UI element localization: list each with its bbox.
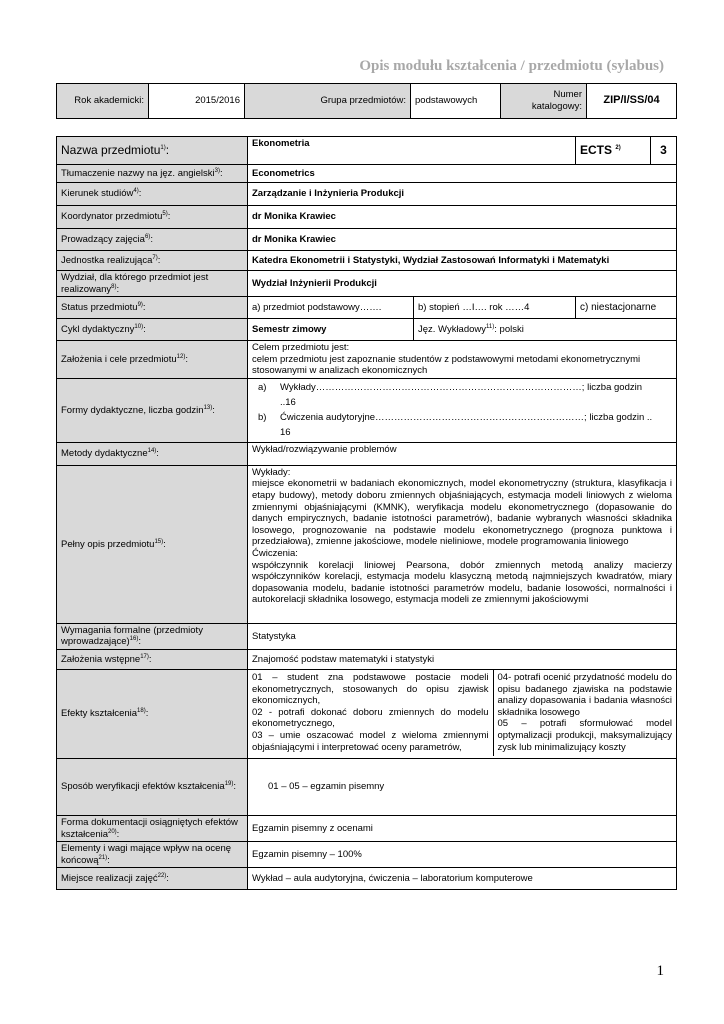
forma-dok-label: Forma dokumentacji osiągniętych efektów kształcenia — [61, 817, 238, 840]
efekty-ref: 18) — [137, 708, 146, 715]
sposob-label: Sposób weryfikacji efektów kształcenia — [61, 781, 225, 793]
forma-dok-ref: 20) — [108, 828, 117, 835]
koordynator-value: dr Monika Krawiec — [248, 206, 677, 229]
prowadzacy-label: Prowadzący zajęcia — [61, 233, 145, 245]
jezyk-label: Jęz. Wykładowy — [418, 323, 487, 335]
prowadzacy-value: dr Monika Krawiec — [248, 229, 677, 251]
wydzial-value: Wydział Inżynierii Produkcji — [248, 271, 677, 297]
formy-a-text: Wykłady…………………………………………………………………………; liczba godzin — [280, 381, 643, 393]
zalozenia-cele-line2: celem przedmiotu jest zapoznanie studentów z podstawowymi metodami ekonometrycznymi stosowanymi w analizach ekonomicznych — [252, 353, 641, 377]
metody-ref: 14) — [147, 447, 157, 454]
status-b: b) stopień …I…. rok ……4 — [414, 297, 576, 319]
status-ref: 9) — [137, 301, 143, 308]
formy-b-text: Ćwiczenia audytoryjne…………………………………………………………; liczba godzin .. — [280, 412, 653, 424]
kierunek-label: Kierunek studiów — [61, 188, 134, 200]
rok-label: Rok akademicki: — [57, 84, 149, 119]
prowadzacy-ref: 6) — [144, 233, 151, 240]
jednostka-ref: 7) — [152, 254, 158, 261]
kierunek-value: Zarządzanie i Inżynieria Produkcji — [248, 183, 677, 206]
pelny-opis-value — [248, 465, 677, 623]
pelny-opis-wyklady-head: Wykłady: — [252, 466, 291, 478]
metody-value: Wykład/rozwiązywanie problemów — [248, 442, 677, 465]
elementy-ref: 21) — [98, 854, 108, 861]
jednostka-label: Jednostka realizująca — [61, 254, 153, 266]
status-a: a) przedmiot podstawowy……. — [248, 297, 414, 319]
pelny-opis-label-cell: Pełny opis przedmiotu$^{15)}$: — [57, 465, 248, 623]
forma-dok-label-cell: Forma dokumentacji osiągniętych efektów kształcenia$^{20)}$: — [57, 816, 248, 842]
status-label: Status przedmiotu — [61, 301, 138, 313]
zalozenia-cele-ref: 12) — [176, 353, 186, 360]
formy-ref: 13) — [203, 404, 213, 411]
zalozenia-wstepne-label: Założenia wstępne — [61, 653, 141, 665]
zalozenia-cele-label-cell: Założenia i cele przedmiotu$^{12)}$: — [57, 341, 248, 379]
status-c: c) niestacjonarne — [576, 297, 677, 319]
cykl-label-cell: Cykl dydaktyczny$^{10)}$: — [57, 319, 248, 341]
formy-label-cell: Formy dydaktyczne, liczba godzin$^{13)}$: — [57, 378, 248, 442]
formy-value — [248, 378, 677, 442]
kierunek-label-cell: Kierunek studiów$^{4)}$: — [57, 183, 248, 206]
ects-label-cell — [576, 137, 651, 165]
cykl-label: Cykl dydaktyczny — [61, 323, 135, 335]
jezyk-cell — [414, 319, 677, 341]
pelny-opis-ref: 15) — [154, 538, 164, 545]
forma-dok-value: Egzamin pisemny z ocenami — [248, 816, 677, 842]
numer-value: ZIP/I/SS/04 — [587, 84, 677, 119]
tlumaczenie-label-cell: Tłumaczenie nazwy na jęz. angielski$^{3)}$: — [57, 165, 248, 183]
miejsce-value: Wykład – aula audytoryjna, ćwiczenia – laboratorium komputerowe — [248, 868, 677, 890]
rok-value: 2015/2016 — [149, 84, 245, 119]
efekty-label-cell: Efekty kształcenia$^{18)}$: — [57, 670, 248, 759]
page-number: 1 — [656, 963, 664, 979]
nazwa-label: Nazwa przedmiotu — [61, 143, 161, 158]
wymagania-label: Wymagania formalne (przedmioty wprowadzające) — [61, 624, 203, 648]
tlumaczenie-value: Econometrics — [248, 165, 677, 183]
wymagania-ref: 16) — [129, 636, 139, 643]
formy-label: Formy dydaktyczne, liczba godzin — [61, 404, 204, 416]
elementy-label: Elementy i wagi mające wpływ na ocenę końcową — [61, 843, 232, 866]
wymagania-value: Statystyka — [248, 623, 677, 649]
sposob-value: 01 – 05 – egzamin pisemny — [248, 759, 677, 816]
nazwa-label-cell: Nazwa przedmiotu$^{1)}$: — [57, 137, 248, 165]
efekty-inner-table — [248, 670, 676, 756]
ects-label: ECTS — [580, 143, 613, 158]
cykl-ref: 10) — [134, 323, 144, 330]
grupa-label: Grupa przedmiotów: — [245, 84, 411, 119]
metody-label: Metody dydaktyczne — [61, 448, 148, 460]
cykl-value: Semestr zimowy — [248, 319, 414, 341]
pelny-opis-label: Pełny opis przedmiotu — [61, 538, 155, 550]
sposob-ref: 19) — [224, 781, 234, 788]
zalozenia-cele-label: Założenia i cele przedmiotu — [61, 353, 177, 365]
ects-ref: 2) — [615, 145, 621, 152]
wydzial-label-cell: Wydział, dla którego przedmiot jest realizowany$^{8)}$: — [57, 271, 248, 297]
elementy-label-cell: Elementy i wagi mające wpływ na ocenę końcową$^{21)}$: — [57, 842, 248, 868]
pelny-opis-wyklady-text: miejsce ekonometrii w badaniach ekonomicznych, model ekonometryczny (struktura, klasyfikacja i etapy budowy), metody doboru zmiennych objaśniających, estymacja modeli liniowych z wieloma zmiennymi objaśniającymi (KMNK), weryfikacja modelu ekonometrycznego (dopasowanie do danych empirycznych, badanie istotności parametrów), badanie wybranych własności składnika losowego, prognozowanie na podstawie modelu ekonometrycznego (prognoza punktowa i przedziałowa), zmienne jakościowe, modele nieliniowe, modele programowania liniowego — [252, 478, 673, 548]
koordynator-label: Koordynator przedmiotu — [61, 211, 163, 223]
formy-b-marker: b) — [258, 412, 267, 424]
metody-label-cell: Metody dydaktyczne$^{14)}$: — [57, 442, 248, 465]
formy-a-hours: ..16 — [280, 397, 296, 409]
grupa-value: podstawowych — [411, 84, 501, 119]
jednostka-value: Katedra Ekonometrii i Statystyki, Wydział Zastosowań Informatyki i Matematyki — [248, 251, 677, 271]
efekty-label: Efekty kształcenia — [61, 708, 138, 720]
koordynator-ref: 5) — [162, 211, 168, 218]
elementy-value: Egzamin pisemny – 100% — [248, 842, 677, 868]
zalozenia-wstepne-value: Znajomość podstaw matematyki i statystyki — [248, 650, 677, 670]
ects-value: 3 — [651, 137, 677, 165]
miejsce-ref: 22) — [157, 872, 167, 879]
row-nazwa — [57, 137, 677, 165]
syllabus-table — [56, 136, 677, 890]
jezyk-ref: 11) — [486, 323, 495, 330]
miejsce-label-cell: Miejsce realizacji zajęć$^{22)}$: — [57, 868, 248, 890]
jezyk-value: : polski — [494, 323, 524, 335]
jednostka-label-cell: Jednostka realizująca$^{7)}$: — [57, 251, 248, 271]
status-label-cell: Status przedmiotu$^{9)}$: — [57, 297, 248, 319]
sposob-label-cell: Sposób weryfikacji efektów kształcenia$^{19)}$: — [57, 759, 248, 816]
document-title: Opis modułu kształcenia / przedmiotu (sylabus) — [359, 58, 664, 74]
pelny-opis-cwiczenia-text: współczynnik korelacji liniowej Pearsona, dobór zmiennych metodą analizy macierzy współczynników korelacji, estymacja modelu klasyczną metodą najmniejszych kwadratów, miary dopasowania modelu, badanie istotności parametrów modelu, badanie losowości, normalności i autokorelacji składnika losowego, estymacja modeli ze zmiennymi jakościowymi — [252, 559, 673, 606]
wymagania-label-cell: Wymagania formalne (przedmioty wprowadzające)$^{16)}$: — [57, 623, 248, 649]
zalozenia-wstepne-label-cell: Założenia wstępne$^{17)}$: — [57, 650, 248, 670]
nazwa-value: Ekonometria — [248, 137, 576, 165]
zalozenia-cele-line1: Celem przedmiotu jest: — [252, 342, 350, 354]
koordynator-label-cell: Koordynator przedmiotu$^{5)}$: — [57, 206, 248, 229]
wydzial-label: Wydział, dla którego przedmiot jest realizowany — [61, 272, 209, 295]
formy-a-marker: a) — [258, 381, 267, 393]
efekty-col1: 01 – student zna podstawowe postacie modeli ekonometrycznych, stosowanych do opisu zjawisk ekonomicznych, 02 - potrafi dokonać doboru zmiennych do modelu ekonometrycznego, 03 – umie oszacować model z wieloma zmiennymi objaśniającymi i interpretować oceny parametrów, — [248, 670, 493, 756]
tlumaczenie-ref: 3) — [214, 167, 220, 174]
wydzial-ref: 8) — [111, 283, 117, 290]
nazwa-ref: 1) — [160, 145, 166, 152]
miejsce-label: Miejsce realizacji zajęć — [61, 873, 158, 885]
prowadzacy-label-cell: Prowadzący zajęcia$^{6)}$: — [57, 229, 248, 251]
header-table — [56, 83, 677, 119]
tlumaczenie-label: Tłumaczenie nazwy na jęz. angielski — [61, 167, 215, 179]
pelny-opis-cwiczenia-head: Ćwiczenia: — [252, 547, 298, 559]
kierunek-ref: 4) — [133, 188, 139, 195]
efekty-value — [248, 670, 677, 759]
zalozenia-cele-value — [248, 341, 677, 379]
zalozenia-wstepne-ref: 17) — [140, 653, 149, 660]
numer-label: Numer katalogowy: — [501, 84, 587, 119]
formy-b-hours: 16 — [280, 427, 291, 439]
efekty-col2: 04- potrafi ocenić przydatność modelu do opisu badanego zjawiska na podstawie analizy dopasowania i badania własności składnika losowego 05 – potrafi sformułować model optymalizacji produkcji, maksymalizujący zysk lub minimalizujący koszty — [497, 672, 673, 753]
